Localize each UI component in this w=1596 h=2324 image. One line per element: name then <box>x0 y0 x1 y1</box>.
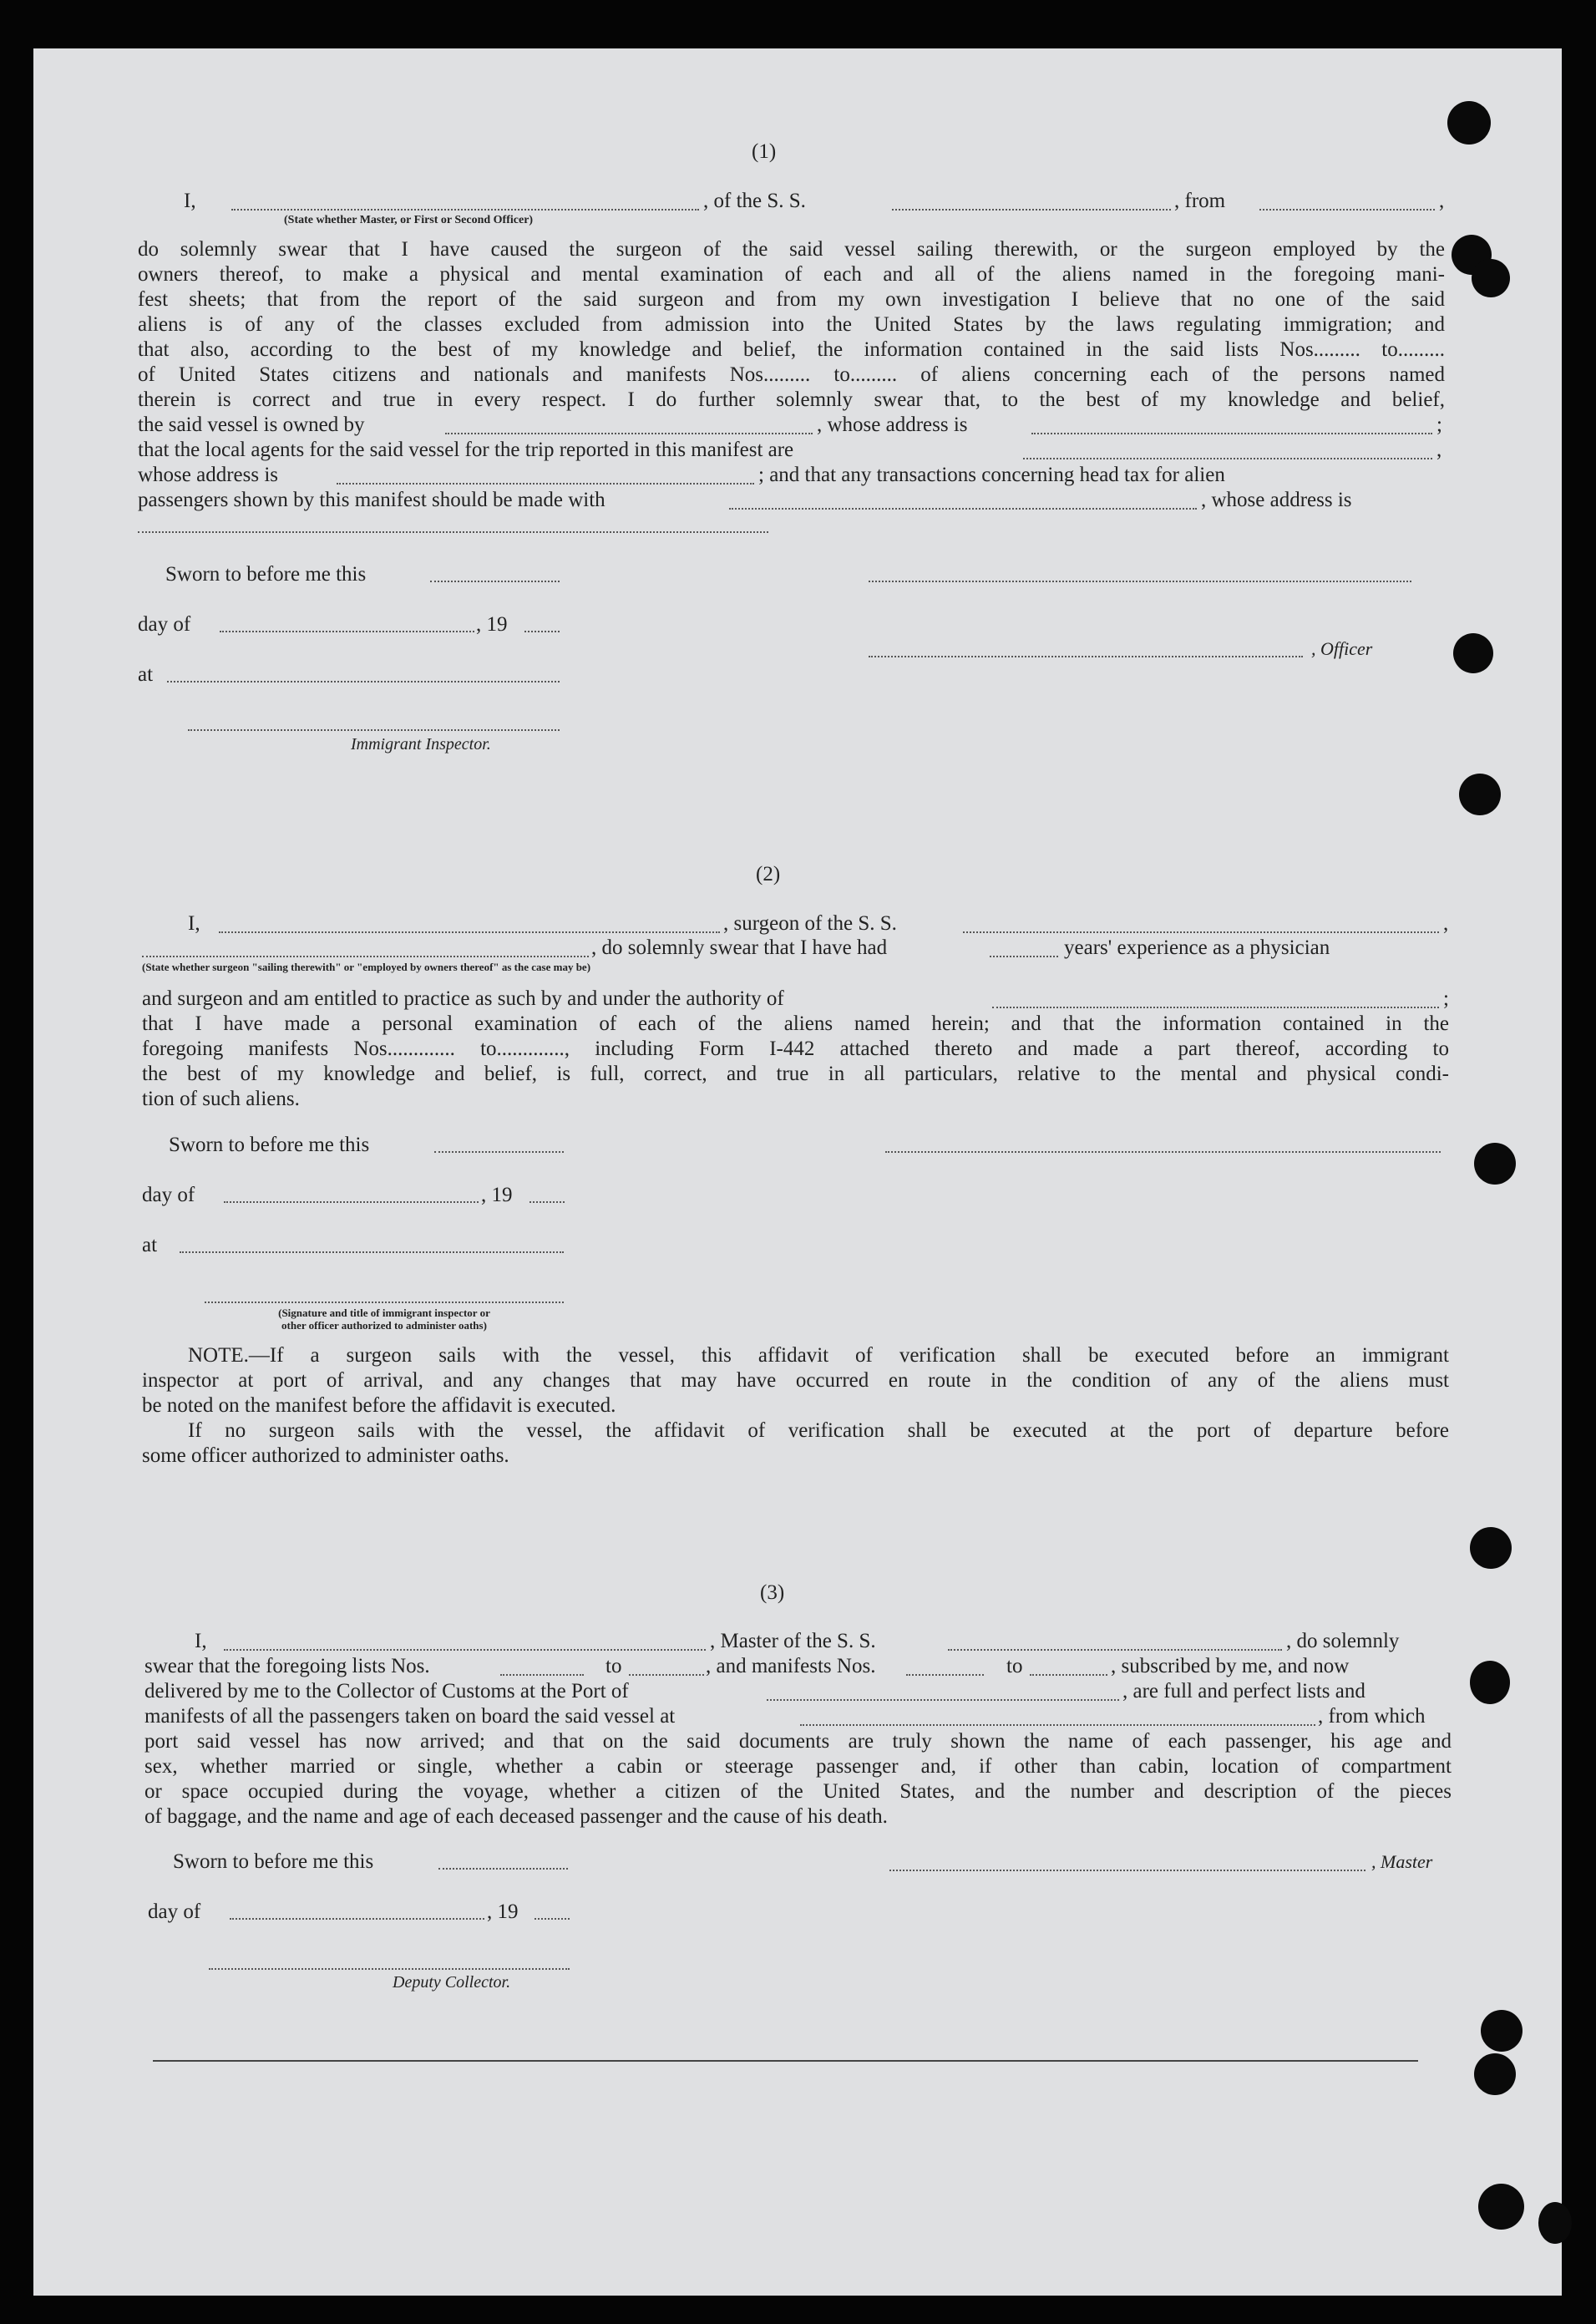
punch-hole <box>1453 633 1493 673</box>
s2-note2-line-2: some officer authorized to administer oaths. <box>142 1444 509 1467</box>
s2-year-label: , 19 <box>481 1184 513 1206</box>
punch-hole <box>1459 774 1501 815</box>
s1-passengers-label: passengers shown by this manifest should be made with <box>138 489 605 511</box>
s2-swear-text: , do solemnly swear that I have had <box>591 936 888 959</box>
s3-manifests-to: to <box>1006 1655 1023 1677</box>
s2-day-label: day of <box>142 1184 195 1206</box>
s3-master-of-ss: , Master of the S. S. <box>710 1630 876 1652</box>
s1-line-5: that also, according to the best of my knowledge and belief, the information contained in the said lists Nos......... to......... <box>138 338 1445 361</box>
s2-sig-note-1: (Signature and title of immigrant inspector or <box>278 1307 490 1319</box>
punch-hole <box>1472 259 1510 297</box>
s3-vessel-at-blank <box>800 1724 1315 1726</box>
s2-line-3: the best of my knowledge and belief, is full, correct, and true in all particulars, relative to the mental and physical condi- <box>142 1063 1449 1085</box>
s2-year-blank <box>529 1201 565 1203</box>
s3-port-blank <box>767 1699 1119 1701</box>
s1-owner-address-blank <box>1031 433 1432 434</box>
s2-body <box>142 1012 1449 1112</box>
s2-day-blank <box>224 1201 479 1203</box>
s3-master-blank <box>889 1870 1365 1871</box>
section-3-number: (3) <box>760 1581 785 1604</box>
s2-sig-note <box>205 1307 564 1332</box>
s3-lists-from-blank <box>500 1674 584 1676</box>
s1-sworn-label: Sworn to before me this <box>165 563 367 586</box>
s1-passengers-blank <box>729 508 1197 510</box>
punch-hole <box>1478 2184 1524 2230</box>
s2-note2-line-1: If no surgeon sails with the vessel, the affidavit of verification shall be executed at the port of departure before <box>188 1419 1449 1442</box>
punch-hole <box>1474 1143 1516 1185</box>
s1-line-3: fest sheets; that from the report of the said surgeon and from my own investigation I believe that no one of the said <box>138 288 1445 311</box>
s3-year-label: , 19 <box>487 1900 519 1923</box>
s2-comma: , <box>1443 912 1449 935</box>
s3-collector-blank <box>209 1968 570 1970</box>
s1-agents-label: that the local agents for the said vessel for the trip reported in this manifest are <box>138 439 794 461</box>
s2-note-line-3: be noted on the manifest before the affidavit is executed. <box>142 1394 616 1417</box>
s1-of-ss: , of the S. S. <box>703 190 806 212</box>
s1-inspector-label: Immigrant Inspector. <box>351 735 491 754</box>
s1-passengers-address-blank <box>138 531 768 533</box>
s2-name-blank <box>219 931 720 933</box>
s1-owner-address-label: , whose address is <box>817 414 968 436</box>
s3-from-which: , from which <box>1318 1705 1426 1728</box>
s1-address-label: whose address is <box>138 464 279 486</box>
s3-solemnly: , do solemnly <box>1286 1630 1400 1652</box>
s2-at-label: at <box>142 1234 158 1256</box>
s3-line-2: sex, whether married or single, whether a cabin or steerage passenger and, if other than cabin, location of compartment <box>144 1755 1452 1778</box>
s3-manifests-label: , and manifests Nos. <box>706 1655 876 1677</box>
s3-manifests-from-blank <box>906 1674 984 1676</box>
punch-hole <box>1447 101 1491 145</box>
s1-owned-label: the said vessel is owned by <box>138 414 365 436</box>
s3-subscribed: , subscribed by me, and now <box>1111 1655 1350 1677</box>
s3-line-1: port said vessel has now arrived; and that on the said documents are truly shown the name of each passenger, his age and <box>144 1730 1452 1753</box>
section-1-number: (1) <box>752 140 777 163</box>
s2-sig-blank <box>205 1302 564 1303</box>
s3-body <box>144 1729 1452 1829</box>
s3-ship-blank <box>948 1649 1282 1651</box>
s2-ship-blank <box>963 931 1439 933</box>
s2-semicolon: ; <box>1443 987 1449 1010</box>
s3-line-3: or space occupied during the voyage, whether a citizen of the United States, and the number and description of the pieces <box>144 1780 1452 1803</box>
s1-line-4: aliens is of any of the classes excluded from admission into the United States by the laws regulating immigration; and <box>138 313 1445 336</box>
s2-note-line-2: inspector at port of arrival, and any changes that may have occurred en route in the condition of any of the aliens must <box>142 1369 1449 1392</box>
s1-semicolon: ; <box>1436 414 1442 436</box>
s2-sworn-blank <box>434 1151 564 1153</box>
s1-year-blank <box>524 631 560 632</box>
s2-authority-blank <box>992 1007 1439 1008</box>
s3-port-label: delivered by me to the Collector of Customs at the Port of <box>144 1680 629 1702</box>
bottom-rule <box>153 2060 1418 2062</box>
s1-owner-blank <box>445 433 813 434</box>
s3-master-label: , Master <box>1371 1851 1433 1872</box>
s1-at-blank <box>167 681 560 682</box>
s2-years-blank <box>990 956 1058 957</box>
s3-i: I, <box>195 1630 207 1652</box>
section-2-number: (2) <box>756 863 781 885</box>
s1-from: , from <box>1174 190 1226 212</box>
s3-sworn-blank <box>438 1868 568 1870</box>
s1-day-blank <box>220 631 474 632</box>
punch-hole <box>1474 2053 1516 2095</box>
s2-signature-blank <box>885 1151 1441 1153</box>
s1-agents-comma: , <box>1436 439 1442 461</box>
s1-ship-blank <box>892 209 1171 211</box>
s1-day-label: day of <box>138 613 191 636</box>
s1-at-label: at <box>138 663 154 686</box>
s2-at-blank <box>180 1251 564 1253</box>
s1-name-blank <box>231 209 699 211</box>
s2-sworn-label: Sworn to before me this <box>169 1134 370 1156</box>
s2-note-line-1: NOTE.—If a surgeon sails with the vessel, this affidavit of verification shall be executed before an immigrant <box>188 1344 1449 1367</box>
s1-officer-label: , Officer <box>1311 638 1373 659</box>
s2-line-1: that I have made a personal examination of each of the aliens named herein; and that the information contained in the <box>142 1012 1449 1035</box>
s1-address-blank <box>337 483 754 485</box>
s2-line-2: foregoing manifests Nos............. to............., including Form I-442 attached thereto and made a part thereof, according to <box>142 1038 1449 1060</box>
s1-line-2: owners thereof, to make a physical and mental examination of each and all of the aliens named in the foregoing mani- <box>138 263 1445 286</box>
s2-surgeon-of-ss: , surgeon of the S. S. <box>723 912 897 935</box>
s1-body <box>138 237 1445 413</box>
s2-note <box>142 1343 1449 1469</box>
s1-agents-blank <box>1023 458 1432 459</box>
s1-line-7: therein is correct and true in every respect. I do further solemnly swear that, to the best of my knowledge and belief, <box>138 388 1445 411</box>
punch-hole <box>1470 1527 1512 1569</box>
s1-inspector-blank <box>188 729 560 731</box>
s3-line-4: of baggage, and the name and age of each deceased passenger and the cause of his death. <box>144 1805 888 1828</box>
punch-hole <box>1470 1661 1510 1704</box>
s3-perfect-lists: , are full and perfect lists and <box>1122 1680 1365 1702</box>
s1-line-1: do solemnly swear that I have caused the surgeon of the said vessel sailing therewith, or the surgeon employed by the <box>138 238 1445 261</box>
s1-signature-blank <box>869 581 1411 582</box>
s2-surgeon-type-blank <box>142 956 589 957</box>
s1-from-blank <box>1259 209 1435 211</box>
s3-manifests-to-blank <box>1030 1674 1107 1676</box>
s2-sig-note-2: other officer authorized to administer oaths) <box>281 1319 487 1332</box>
s1-line-6: of United States citizens and nationals and manifests Nos......... to......... of aliens concerning each of the persons named <box>138 363 1445 386</box>
s1-sworn-blank <box>430 581 560 582</box>
s1-headtax: ; and that any transactions concerning head tax for alien <box>758 464 1225 486</box>
s3-day-blank <box>230 1918 484 1920</box>
s2-surgeon-note: (State whether surgeon "sailing therewith" or "employed by owners thereof" as the case may be) <box>142 961 591 973</box>
s3-year-blank <box>535 1918 570 1920</box>
s1-officer-blank <box>869 656 1303 657</box>
document-page <box>33 48 1562 2296</box>
s3-lists-label: swear that the foregoing lists Nos. <box>144 1655 430 1677</box>
punch-hole <box>1481 2010 1523 2052</box>
s2-line-4: tion of such aliens. <box>142 1088 300 1110</box>
s2-i: I, <box>188 912 200 935</box>
s3-collector-label: Deputy Collector. <box>393 1973 511 1992</box>
s3-day-label: day of <box>148 1900 201 1923</box>
s1-i: I, <box>184 190 196 212</box>
s1-comma: , <box>1439 190 1445 212</box>
s1-year-label: , 19 <box>476 613 508 636</box>
s2-years-text: years' experience as a physician <box>1064 936 1330 959</box>
s3-sworn-label: Sworn to before me this <box>173 1850 374 1873</box>
s2-authority-label: and surgeon and am entitled to practice as such by and under the authority of <box>142 987 784 1010</box>
s1-passengers-address-label: , whose address is <box>1201 489 1352 511</box>
s1-master-note: (State whether Master, or First or Second Officer) <box>284 214 534 226</box>
s3-vessel-at-label: manifests of all the passengers taken on board the said vessel at <box>144 1705 676 1728</box>
s3-lists-to: to <box>605 1655 622 1677</box>
s3-name-blank <box>224 1649 706 1651</box>
punch-hole <box>1538 2202 1572 2244</box>
s3-lists-to-blank <box>629 1674 704 1676</box>
